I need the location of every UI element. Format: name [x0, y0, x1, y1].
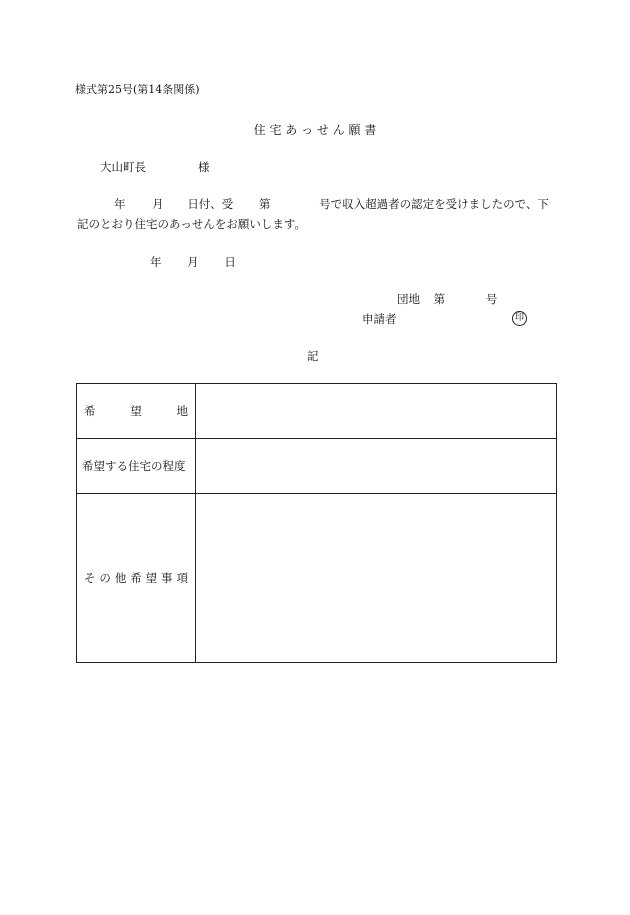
danchi-line — [397, 292, 497, 306]
addressee — [100, 160, 210, 174]
label-char: 希 — [130, 571, 142, 585]
label-char: 他 — [114, 571, 127, 585]
document-title: 住 宅 あ っ せ ん 願 書 — [253, 123, 377, 137]
applicant-label: 申請者 — [362, 312, 397, 326]
date-month: 月 — [187, 255, 199, 269]
table-row — [77, 384, 557, 439]
label-char: 項 — [176, 571, 188, 585]
table-row — [77, 494, 557, 663]
form-number: 様式第25号(第14条関係) — [75, 83, 200, 96]
label-char: 望 — [130, 404, 142, 418]
details-table — [76, 383, 557, 663]
label-desired-housing-level — [77, 439, 196, 494]
addressee-honorific: 様 — [198, 160, 210, 174]
body-line-1 — [77, 197, 549, 211]
label-char: の — [99, 571, 111, 585]
label-char: 希 — [84, 404, 96, 418]
ki-heading: 記 — [307, 349, 319, 363]
label-text: 希望する住宅の程度 — [82, 459, 186, 473]
date-year: 年 — [150, 255, 162, 269]
label-char: そ — [84, 571, 96, 585]
danchi-dai: 第 — [433, 292, 446, 306]
value-other-requests[interactable] — [196, 494, 557, 663]
table-row — [77, 439, 557, 494]
body-year: 年 — [114, 197, 126, 211]
date-line — [150, 255, 236, 269]
body-dated: 日付、受 — [187, 197, 234, 211]
value-desired-housing-level[interactable] — [196, 439, 557, 494]
body-number-prefix: 第 — [258, 197, 271, 211]
label-desired-location — [77, 384, 196, 439]
label-other-requests — [77, 494, 196, 663]
danchi-label: 団地 — [397, 292, 420, 306]
body-line1-rest: 号で収入超過者の認定を受けましたので、下 — [319, 197, 549, 211]
addressee-name: 大山町長 — [100, 160, 146, 174]
value-desired-location[interactable] — [196, 384, 557, 439]
body-month: 月 — [152, 197, 164, 211]
date-day: 日 — [224, 255, 236, 269]
label-char: 望 — [145, 571, 158, 585]
body-line-2: 記のとおり住宅のあっせんをお願いします。 — [77, 217, 306, 231]
label-char: 地 — [176, 404, 188, 418]
seal-mark: 印 — [512, 311, 527, 326]
label-char: 事 — [161, 571, 173, 585]
danchi-go: 号 — [485, 292, 498, 306]
